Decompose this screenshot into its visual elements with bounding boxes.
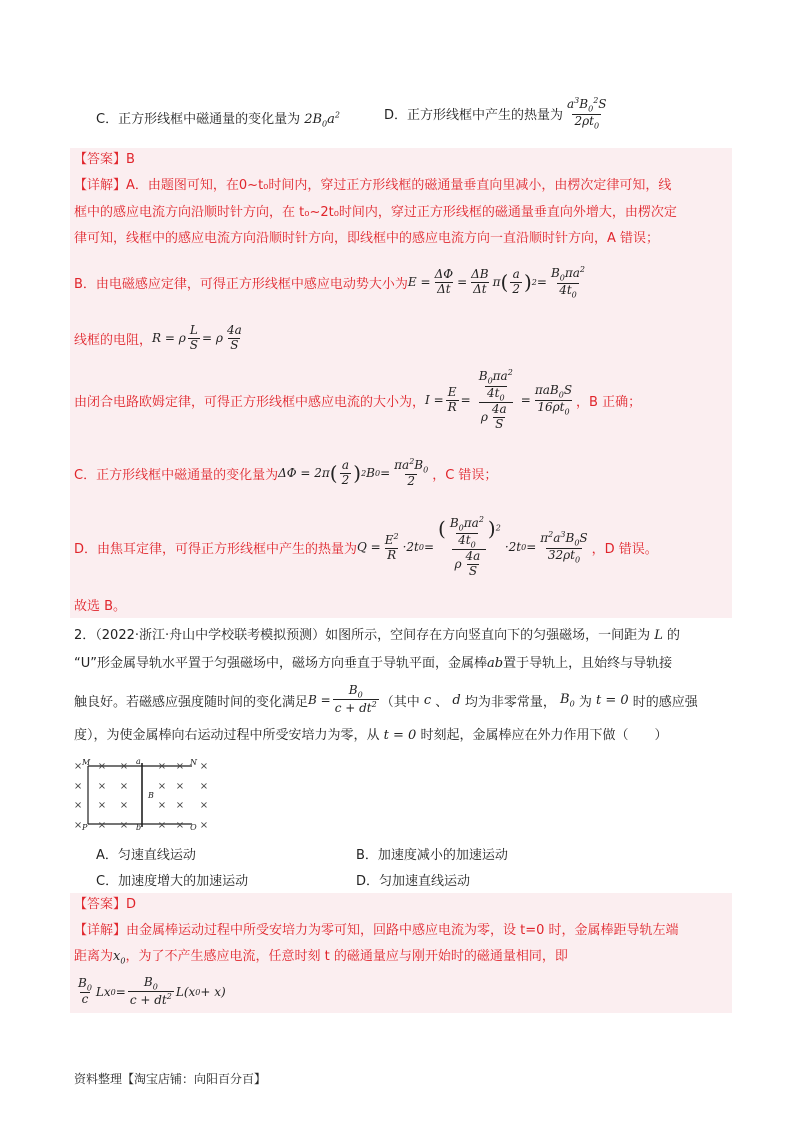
q2-line3-e: 为 (578, 694, 592, 710)
svg-text:×: × (175, 761, 185, 772)
q1-detail-d-tail: ，D 错误。 (591, 541, 658, 557)
q2-field-formula: B = $\frac{B_0}{c + dt^2}$ (308, 682, 377, 716)
q2-label-b: b (136, 823, 142, 830)
q1-detail-c-text: C．正方形线框中磁通量的变化量为 (74, 467, 279, 483)
q2-line2 (74, 654, 672, 674)
q2-answer-label: 【答案】D (74, 897, 137, 912)
svg-text:×: × (119, 820, 129, 830)
q2-rail-diagram (74, 758, 214, 830)
svg-text:×: × (74, 781, 83, 792)
q2-symbol-t0: t = 0 (591, 692, 633, 708)
q1-ohm-tail: ，B 正确； (576, 394, 642, 410)
q1-detail-a-line1 (74, 176, 671, 196)
q2-symbol-ab: ab (487, 656, 504, 671)
q2-line3-d: 均为非零常量， (464, 694, 556, 710)
svg-text:×: × (97, 800, 107, 811)
q2-symbol-t-zero: t = 0 (379, 728, 421, 743)
q2-option-b: B．加速度减小的加速运动 (356, 848, 508, 863)
q1-detail-b-text: B．由电磁感应定律，可得正方形线框中感应电动势大小为 (74, 276, 408, 292)
q1-answer-label: 【答案】B (74, 152, 135, 167)
q1-detail-d (74, 504, 658, 590)
q2-line4 (74, 726, 667, 746)
q1-heat-formula: Q = $\frac{E^2}{R}$ ·2t 0 = ( $\frac{B_0\pi a^2}{4t_0}$ )$^2$ ρ $\frac{4a}{S}$ ·2t 0 = $\frac{\pi^2a^3B_0S}{32\rho t_0}$ (357, 515, 588, 579)
q2-line3-b: （其中 (380, 694, 420, 710)
q2-detail-text2a: 距离为 (74, 949, 114, 964)
q2-option-a: A．匀速直线运动 (96, 848, 196, 863)
q1-detail-a-text1: A．由题图可知，在0~t₀时间内，穿过正方形线框的磁通量垂直向里减小，由楞次定律可知，线 (126, 178, 672, 193)
q1-resistance (74, 318, 246, 358)
q2-line3 (74, 680, 698, 720)
q2-label-N: N (190, 758, 197, 767)
q2-option-d: D．匀加速直线运动 (356, 874, 471, 889)
svg-text:×: × (199, 820, 209, 830)
q2-line2-text: “U”形金属导轨水平置于匀强磁场中，磁场方向垂直于导轨平面，金属棒 (74, 656, 487, 671)
q1-option-d-formula: $\frac{a^3B_0^2S}{2\rho t_0}$ (567, 96, 607, 130)
q2-line3-a: 触良好。若磁感应强度随时间的变化满足 (74, 694, 309, 710)
footer-source: 资料整理【淘宝店铺：向阳百分百】 (74, 1072, 267, 1086)
svg-text:×: × (175, 820, 185, 830)
q1-resistance-formula: R = ρ $\frac{L}{S}$ = ρ $\frac{4a}{S}$ (152, 322, 242, 352)
q1-option-d-text: D．正方形线框中产生的热量为 (384, 107, 564, 123)
q2-symbol-L: L (650, 628, 668, 643)
q2-symbol-B0: $B_0$ (555, 691, 575, 709)
q1-option-c-formula: $2B_0a^2$ (304, 110, 340, 129)
q1-detail-b (74, 262, 589, 302)
svg-text:×: × (157, 781, 167, 792)
q2-label-M: M (82, 758, 91, 767)
svg-text:×: × (97, 820, 107, 830)
svg-text:×: × (199, 781, 209, 792)
svg-text:×: × (199, 800, 209, 811)
svg-text:×: × (97, 781, 107, 792)
q1-detail-d-text: D．由焦耳定律，可得正方形线框中产生的热量为 (74, 541, 358, 557)
q2-line2-tail: 置于导轨上，且始终与导轨接 (503, 656, 673, 671)
svg-text:×: × (175, 800, 185, 811)
q1-detail-a-line3: 律可知，线框中的感应电流方向沿顺时针方向，即线框中的感应电流方向一直沿顺时针方向，A 错误； (74, 231, 660, 246)
q2-line4-b: 时刻起，金属棒应在外力作用下做（ ） (420, 728, 668, 743)
svg-text:×: × (119, 781, 129, 792)
q2-detail-text1: 由金属棒运动过程中所受安培力为零可知，回路中感应电流为零，设 t=0 时，金属棒距导轨左端 (126, 923, 679, 938)
q2-symbol-c: c (419, 692, 436, 708)
svg-text:×: × (74, 820, 83, 830)
q1-ohm-text: 由闭合电路欧姆定律，可得正方形线框中感应电流的大小为， (74, 394, 426, 410)
q2-line3-f: 时的感应强 (632, 694, 698, 710)
svg-text:×: × (119, 761, 129, 772)
q2-detail-label: 【详解】 (74, 923, 127, 938)
q2-flux-equation: $\frac{B_0}{c}$ Lx 0 = $\frac{B_0}{c + dt^2}$ L ( x 0 + x ) (78, 974, 226, 1008)
q1-detail-c (74, 452, 497, 494)
svg-text:×: × (97, 761, 107, 772)
svg-text:×: × (74, 800, 83, 811)
q1-detail-a-line2: 框中的感应电流方向沿顺时针方向，在 t₀~2t₀时间内，穿过正方形线框的磁通量垂直向外增大，由楞次定 (74, 205, 677, 220)
svg-text:×: × (119, 800, 129, 811)
q2-option-c: C．加速度增大的加速运动 (96, 874, 249, 889)
q1-detail-c-tail: ，C 错误； (432, 467, 498, 483)
svg-text:×: × (157, 820, 167, 830)
svg-text:×: × (199, 761, 209, 772)
svg-text:×: × (157, 761, 167, 772)
q2-line3-c: 、 (435, 694, 449, 710)
q1-ohm (74, 360, 641, 440)
svg-text:×: × (157, 800, 167, 811)
q1-detail-label: 【详解】 (74, 178, 127, 193)
q2-label-a: a (136, 758, 141, 766)
q2-label-B: B (148, 791, 154, 800)
q2-detail-line1 (74, 921, 679, 941)
q1-conclusion: 故选 B。 (74, 599, 127, 614)
q1-option-c (96, 108, 340, 129)
q2-rail-frame (88, 763, 192, 827)
q1-flux-change-formula: ΔΦ = 2π ( $\frac{a}{2}$ ) 2 B 0 = $\frac{\pi a^2B_0}{2}$ (278, 456, 429, 489)
q2-symbol-x0: $x_0$ (113, 949, 126, 966)
q1-current-formula: I = $\frac{E}{R}$ = $\frac{B_0\pi a^2}{4t_0}$ ρ $\frac{4a}{S}$ = $\frac{\pi aB_0S}{16\rho t_0}$ (425, 368, 573, 432)
q2-line1 (74, 626, 680, 646)
q1-resistance-text: 线框的电阻， (74, 332, 153, 348)
svg-text:×: × (74, 761, 83, 772)
q1-emf-formula: E = $\frac{\Delta\Phi}{\Delta t}$ = $\frac{\Delta B}{\Delta t}$ π ( $\frac{a}{2}$ ) 2 = $\frac{B_0\pi a^2}{4t_0}$ (407, 264, 585, 299)
q2-label-P: P (82, 823, 88, 830)
q1-option-c-text: C．正方形线框中磁通量的变化量为 (96, 112, 301, 127)
q2-symbol-d: d (448, 692, 465, 708)
q2-detail-line2 (74, 947, 568, 972)
q2-detail-text2b: ，为了不产生感应电流，任意时刻 t 的磁通量应与刚开始时的磁通量相同，即 (125, 949, 568, 964)
q2-label-Q: Q (190, 823, 197, 830)
svg-text:×: × (175, 781, 185, 792)
q2-field-crosses (74, 761, 208, 830)
q1-option-d (384, 96, 611, 130)
q2-line4-a: 度），为使金属棒向右运动过程中所受安培力为零，从 (74, 728, 380, 743)
q2-line1-tail: 的 (667, 628, 681, 643)
q2-line1-text: 2．（2022·浙江·舟山中学校联考模拟预测）如图所示，空间存在方向竖直向下的匀强磁场，一间距为 (74, 628, 651, 643)
